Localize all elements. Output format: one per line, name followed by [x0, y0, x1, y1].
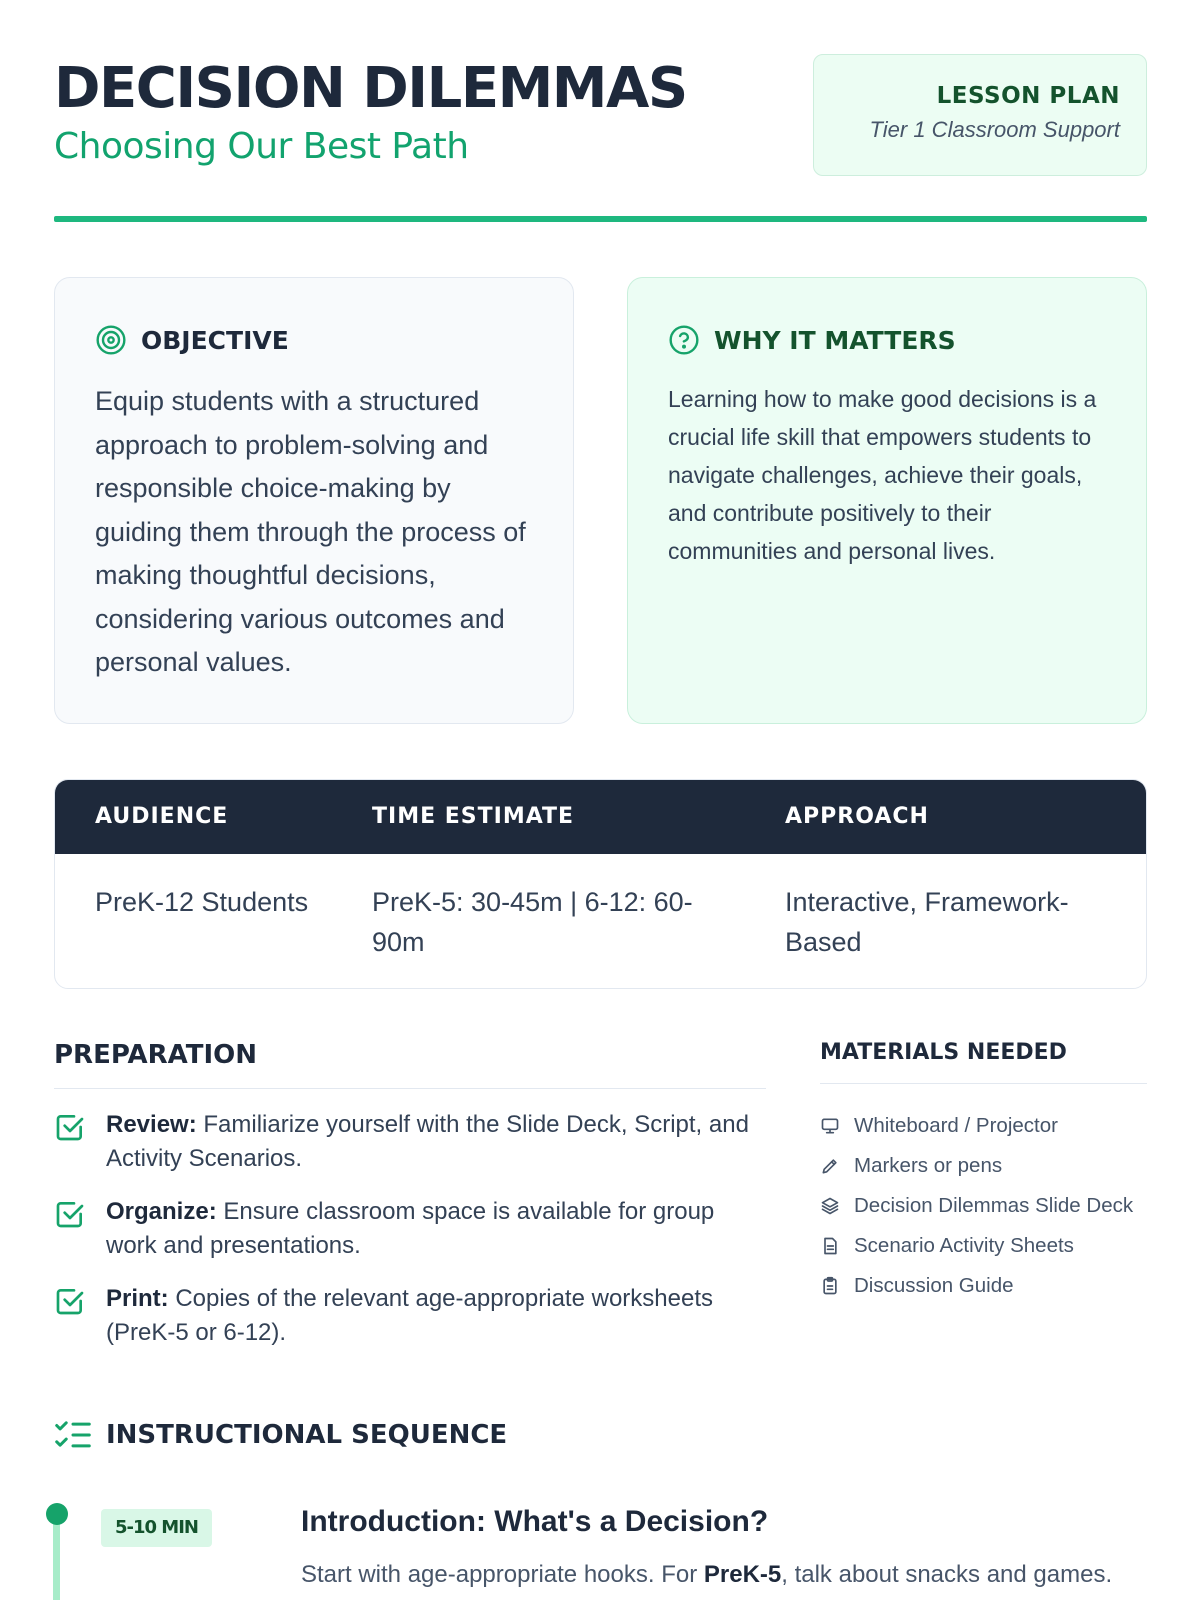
list-item: [820, 1226, 1147, 1266]
preparation-section: [54, 1040, 766, 1350]
material-label: Scenario Activity Sheets: [854, 1234, 1074, 1257]
checklist-icon: [54, 1418, 92, 1452]
step-text-before: Start with age-appropriate hooks. For: [301, 1561, 704, 1588]
pen-icon: [820, 1156, 840, 1176]
table-header-row: [55, 780, 1146, 854]
step-text: [301, 1561, 1112, 1589]
material-label: Whiteboard / Projector: [854, 1114, 1058, 1137]
header-audience: AUDIENCE: [95, 804, 229, 829]
document-icon: [820, 1236, 840, 1256]
why-it-matters-card: [627, 277, 1147, 724]
badge-subtitle: Tier 1 Classroom Support: [869, 117, 1120, 142]
badge-title: LESSON PLAN: [936, 83, 1120, 109]
step-title: Introduction: What's a Decision?: [301, 1505, 769, 1538]
audience-value: PreK-12 Students: [95, 887, 309, 917]
time-estimate-value: PreK-5: 30-45m | 6-12: 60-90m: [372, 887, 693, 957]
table-row: [55, 854, 1146, 989]
question-circle-icon: [668, 324, 700, 356]
prep-item-text: Familiarize yourself with the Slide Deck, Script, and Activity Scenarios.: [106, 1111, 749, 1172]
objective-title: OBJECTIVE: [141, 325, 289, 355]
step-text-bold: PreK-5: [703, 1561, 782, 1588]
list-item: [54, 1195, 766, 1263]
list-item: [820, 1186, 1147, 1226]
materials-section: [820, 1040, 1147, 1306]
objective-card: [54, 277, 574, 724]
why-title: WHY IT MATTERS: [714, 325, 956, 355]
preparation-title: PREPARATION: [54, 1040, 766, 1089]
instructional-sequence-header: [54, 1418, 507, 1452]
prep-item-text: Copies of the relevant age-appropriate worksheets (PreK-5 or 6-12).: [106, 1285, 713, 1346]
lesson-plan-badge: [813, 54, 1147, 176]
page-subtitle: Choosing Our Best Path: [54, 126, 469, 167]
lesson-info-table: [54, 779, 1147, 989]
layers-icon: [820, 1196, 840, 1216]
monitor-icon: [820, 1116, 840, 1136]
list-item: [820, 1266, 1147, 1306]
prep-item-label: Print:: [106, 1285, 169, 1312]
objective-text: Equip students with a structured approach to problem-solving and responsible choice-making by guiding them through the process of making thoughtful decisions, considering various outcomes and personal values.: [95, 386, 526, 677]
header-divider: [54, 216, 1147, 222]
step-text-after: , talk about snacks and games.: [781, 1561, 1113, 1588]
target-icon: [95, 324, 127, 356]
timeline-line: [53, 1520, 60, 1600]
page-header: [54, 52, 1147, 222]
list-item: [820, 1146, 1147, 1186]
step-time-badge: 5-10 MIN: [101, 1509, 212, 1547]
approach-value: Interactive, Framework-Based: [785, 887, 1069, 957]
list-item: [54, 1108, 766, 1176]
material-label: Markers or pens: [854, 1154, 1003, 1177]
checkbox-checked-icon: [54, 1198, 86, 1230]
checkbox-checked-icon: [54, 1285, 86, 1317]
header-approach: APPROACH: [785, 804, 929, 829]
checkbox-checked-icon: [54, 1111, 86, 1143]
clipboard-icon: [820, 1276, 840, 1296]
instructional-sequence-title: INSTRUCTIONAL SEQUENCE: [106, 1420, 508, 1450]
list-item: [820, 1106, 1147, 1146]
materials-title: MATERIALS NEEDED: [820, 1040, 1147, 1084]
list-item: [54, 1282, 766, 1350]
prep-item-label: Organize:: [106, 1198, 217, 1225]
page-title: DECISION DILEMMAS: [54, 56, 687, 121]
why-text: Learning how to make good decisions is a crucial life skill that empowers students to navigate challenges, achieve their goals, and contribute positively to their communities and personal lives.: [668, 386, 1097, 564]
timeline-dot: [46, 1503, 68, 1525]
prep-item-label: Review:: [106, 1111, 197, 1138]
material-label: Decision Dilemmas Slide Deck: [854, 1194, 1134, 1217]
header-time-estimate: TIME ESTIMATE: [372, 804, 575, 829]
material-label: Discussion Guide: [854, 1274, 1014, 1297]
prep-item-text: Ensure classroom space is available for group work and presentations.: [106, 1198, 715, 1259]
